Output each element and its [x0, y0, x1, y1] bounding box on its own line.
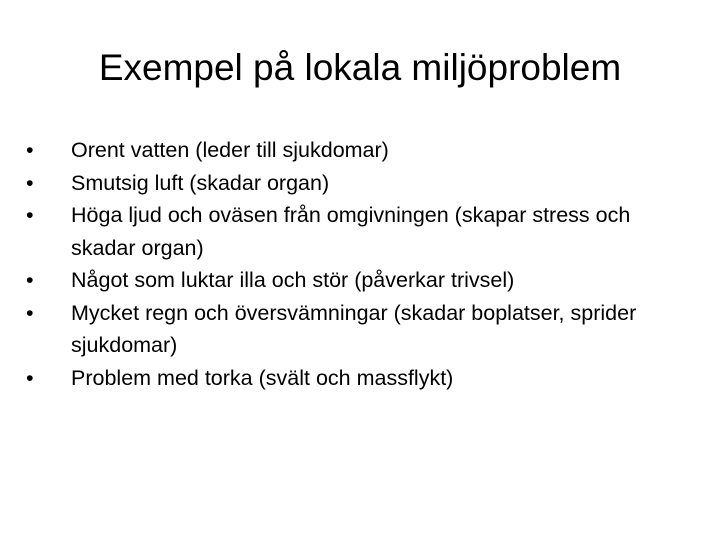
bullet-item [26, 264, 696, 297]
bullet-text: Smutsig luft (skadar organ) [71, 170, 330, 195]
bullet-point-icon: • [26, 170, 34, 195]
bullet-text: Något som luktar illa och stör (påverkar trivsel) [71, 268, 515, 292]
bullet-text: Orent vatten (leder till sjukdomar) [71, 138, 389, 162]
slide-title: Exempel på lokala miljöproblem [98, 47, 622, 88]
bullet-point-icon: • [26, 300, 34, 325]
bullet-point-icon: • [26, 365, 34, 390]
bullet-text: Höga ljud och oväsen från omgivningen (skapar stress och skadar organ) [71, 203, 631, 260]
bullet-point-icon: • [26, 138, 34, 162]
bullet-item [26, 199, 696, 264]
bullet-list [26, 134, 696, 394]
bullet-item [26, 362, 696, 395]
bullet-text: Mycket regn och översvämningar (skadar boplatser, sprider sjukdomar) [71, 300, 637, 357]
bullet-point-icon: • [26, 268, 34, 292]
bullet-item [26, 297, 696, 362]
bullet-item [26, 134, 696, 167]
bullet-text: Problem med torka (svält och massflykt) [71, 365, 454, 390]
bullet-point-icon: • [26, 203, 34, 227]
bullet-item [26, 167, 696, 200]
